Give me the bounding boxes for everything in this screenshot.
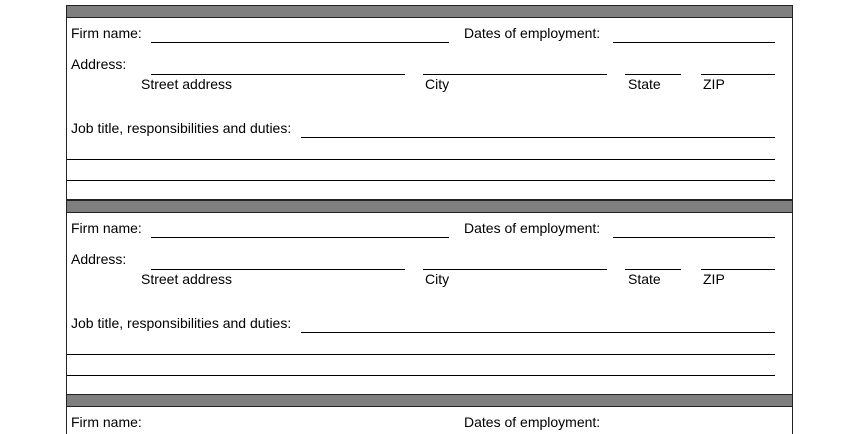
firm-name-label: Firm name: xyxy=(71,414,142,430)
employment-section-1 xyxy=(66,5,793,200)
duties-line-1-input[interactable] xyxy=(69,141,777,159)
zip-input[interactable] xyxy=(701,56,775,74)
street-address-caption: Street address xyxy=(141,76,233,92)
section-header-band xyxy=(67,200,792,213)
duties-line-2-input[interactable] xyxy=(69,357,777,375)
firm-name-underline xyxy=(151,237,449,238)
firm-name-input[interactable] xyxy=(151,24,449,42)
employment-section-3 xyxy=(66,394,793,434)
zip-caption: ZIP xyxy=(703,76,725,92)
state-caption: State xyxy=(628,76,661,92)
street-address-input[interactable] xyxy=(151,56,405,74)
dates-of-employment-input[interactable] xyxy=(613,219,775,237)
firm-name-label: Firm name: xyxy=(71,220,142,236)
city-caption: City xyxy=(425,76,450,92)
dates-of-employment-input[interactable] xyxy=(613,24,775,42)
state-input[interactable] xyxy=(625,251,681,269)
city-caption: City xyxy=(425,271,450,287)
street-underline xyxy=(151,269,405,270)
dates-underline xyxy=(613,42,775,43)
state-input[interactable] xyxy=(625,56,681,74)
firm-name-input[interactable] xyxy=(151,413,449,431)
street-address-caption: Street address xyxy=(141,271,233,287)
dates-of-employment-label: Dates of employment: xyxy=(464,414,601,430)
employment-section-2 xyxy=(66,200,793,395)
zip-underline xyxy=(701,269,775,270)
city-input[interactable] xyxy=(423,251,607,269)
firm-name-input[interactable] xyxy=(151,219,449,237)
state-underline xyxy=(625,74,681,75)
duties-line-2-input[interactable] xyxy=(69,162,777,180)
street-address-input[interactable] xyxy=(151,251,405,269)
state-underline xyxy=(625,269,681,270)
job-title-input[interactable] xyxy=(301,119,775,137)
job-title-label: Job title, responsibilities and duties: xyxy=(71,120,292,136)
city-underline xyxy=(423,269,607,270)
zip-caption: ZIP xyxy=(703,271,725,287)
dates-underline xyxy=(613,237,775,238)
zip-underline xyxy=(701,74,775,75)
dates-of-employment-label: Dates of employment: xyxy=(464,25,601,41)
duties-line-1 xyxy=(67,354,775,355)
job-title-underline xyxy=(301,332,775,333)
job-title-input[interactable] xyxy=(301,314,775,332)
section-header-band xyxy=(67,5,792,18)
firm-name-label: Firm name: xyxy=(71,25,142,41)
duties-line-2 xyxy=(67,375,775,376)
city-input[interactable] xyxy=(423,56,607,74)
job-title-underline xyxy=(301,137,775,138)
state-caption: State xyxy=(628,271,661,287)
city-underline xyxy=(423,74,607,75)
duties-line-1-input[interactable] xyxy=(69,336,777,354)
duties-line-1 xyxy=(67,159,775,160)
zip-input[interactable] xyxy=(701,251,775,269)
section-header-band xyxy=(67,394,792,407)
dates-of-employment-label: Dates of employment: xyxy=(464,220,601,236)
job-title-label: Job title, responsibilities and duties: xyxy=(71,315,292,331)
street-underline xyxy=(151,74,405,75)
duties-line-2 xyxy=(67,180,775,181)
firm-name-underline xyxy=(151,42,449,43)
address-label: Address: xyxy=(71,56,127,72)
dates-of-employment-input[interactable] xyxy=(613,413,775,431)
address-label: Address: xyxy=(71,251,127,267)
